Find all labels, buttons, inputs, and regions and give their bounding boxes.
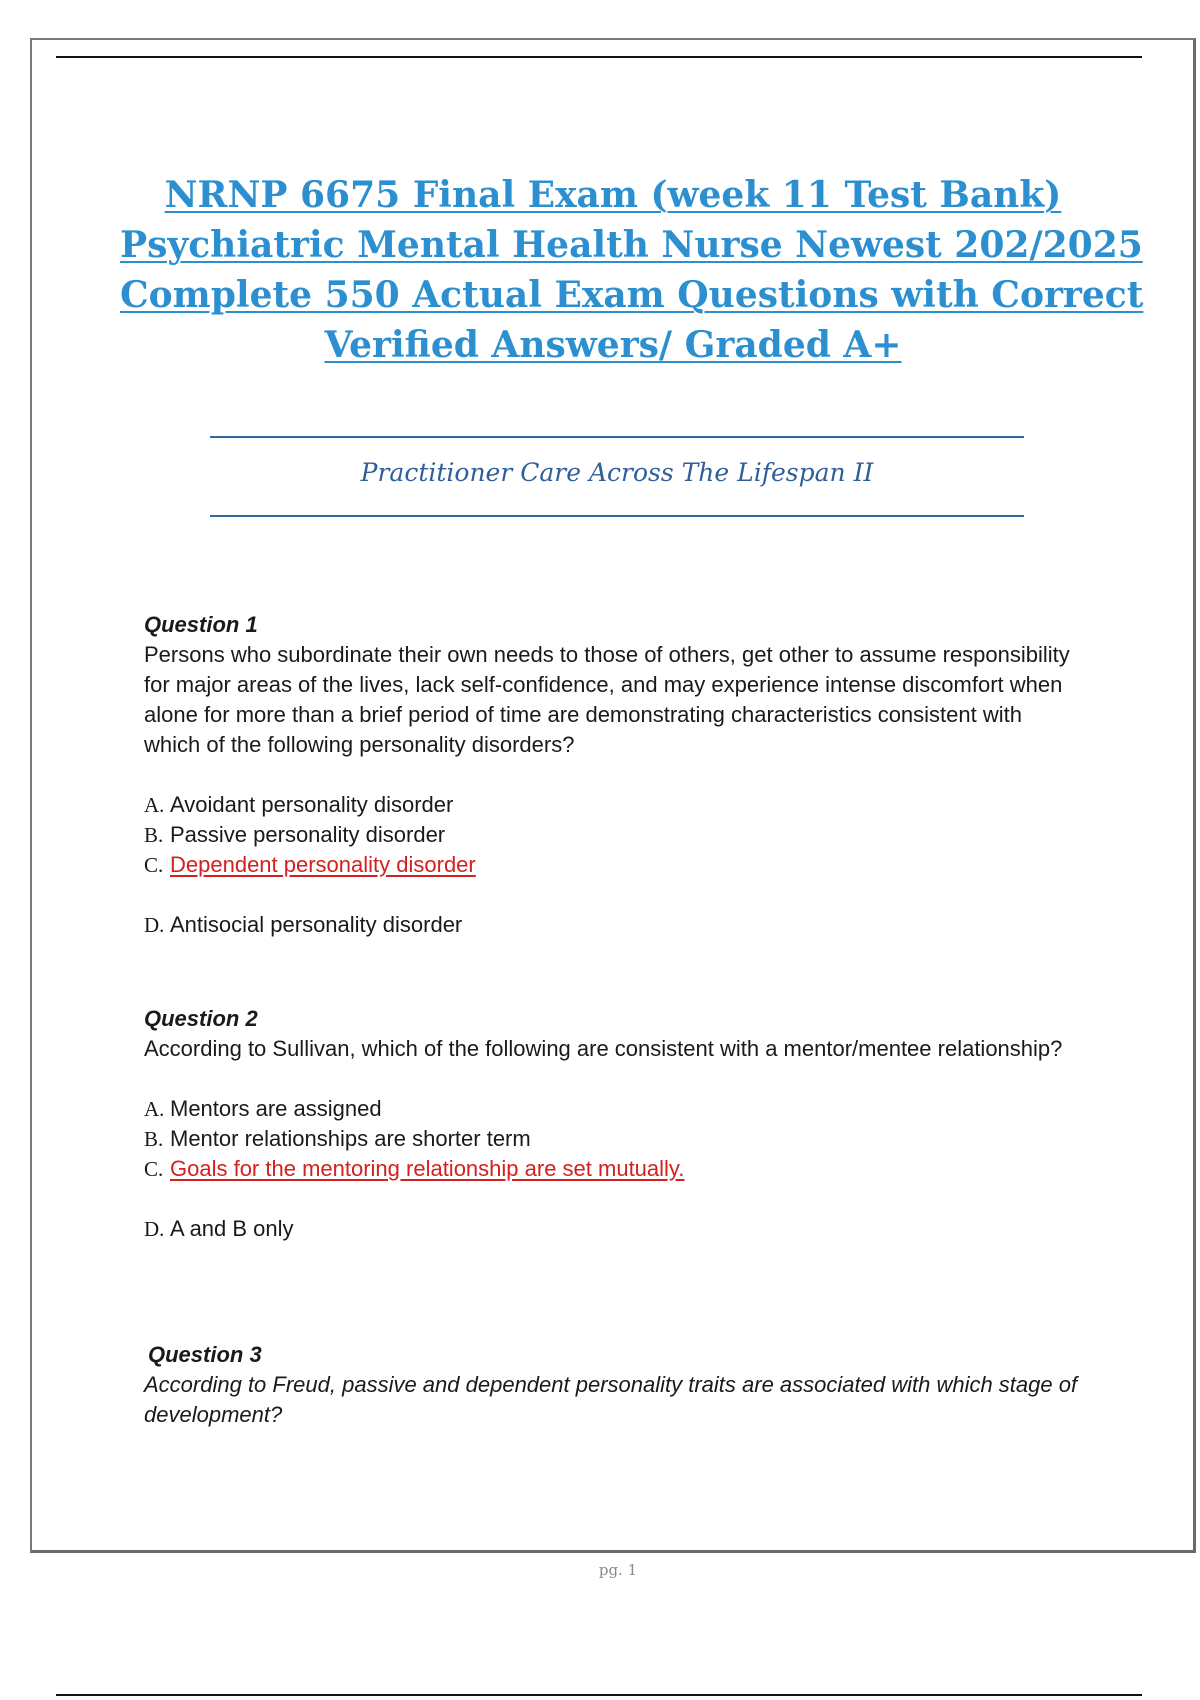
answer-options: [144, 790, 1084, 940]
option-a: [144, 1094, 1084, 1124]
option-b: [144, 1124, 1084, 1154]
option-c-correct: [144, 850, 1084, 880]
subtitle-rule-top: [210, 436, 1024, 438]
option-letter: A.: [144, 793, 165, 817]
question-heading: Question 3: [148, 1342, 262, 1367]
question-heading: Question 1: [144, 612, 258, 637]
option-letter: D.: [144, 1217, 165, 1241]
option-text: Mentors are assigned: [170, 1096, 382, 1121]
title-line-4: Verified Answers/ Graded A+: [324, 324, 902, 366]
option-letter: B.: [144, 823, 164, 847]
option-a: [144, 790, 1084, 820]
correct-answer-text: Dependent personality disorder: [170, 852, 476, 877]
subtitle-rule-bottom: [210, 515, 1024, 517]
option-letter: C.: [144, 1157, 164, 1181]
option-d: [144, 910, 1084, 940]
question-1: [144, 610, 1084, 940]
page-number: pg. 1: [598, 1561, 638, 1579]
question-text: According to Freud, passive and dependent personality traits are associated with which stage of development?: [144, 1372, 1078, 1427]
title-line-3: Complete 550 Actual Exam Questions with Correct: [120, 274, 1144, 316]
answer-options: [144, 1094, 1084, 1244]
option-text: Avoidant personality disorder: [170, 792, 454, 817]
option-c-correct: [144, 1154, 1084, 1184]
option-letter: A.: [144, 1097, 165, 1121]
question-2: [144, 1004, 1084, 1244]
question-heading: Question 2: [144, 1006, 258, 1031]
title-line-1: NRNP 6675 Final Exam (week 11 Test Bank): [164, 174, 1062, 216]
option-text: Mentor relationships are shorter term: [170, 1126, 531, 1151]
bottom-rule: [56, 1694, 1142, 1696]
option-letter: C.: [144, 853, 164, 877]
title-line-2: Psychiatric Mental Health Nurse Newest 202/2025: [120, 224, 1143, 266]
option-text: Passive personality disorder: [170, 822, 446, 847]
correct-answer-text: Goals for the mentoring relationship are set mutually.: [170, 1156, 685, 1181]
option-letter: D.: [144, 913, 165, 937]
question-3: [144, 1340, 1088, 1430]
option-d: [144, 1214, 1084, 1244]
subtitle: Practitioner Care Across The Lifespan II: [360, 458, 874, 487]
question-text: According to Sullivan, which of the following are consistent with a mentor/mentee relationship?: [144, 1036, 1063, 1061]
option-letter: B.: [144, 1127, 164, 1151]
option-text: A and B only: [170, 1216, 294, 1241]
question-text: Persons who subordinate their own needs to those of others, get other to assume responsibility for major areas of the lives, lack self-confidence, and may experience intense discomfort when alone for more than a brief period of time are demonstrating characteristics consistent with which of the following personality disorders?: [144, 642, 1070, 757]
option-b: [144, 820, 1084, 850]
document-title: [120, 170, 1144, 370]
top-rule: [56, 56, 1142, 58]
option-text: Antisocial personality disorder: [170, 912, 463, 937]
